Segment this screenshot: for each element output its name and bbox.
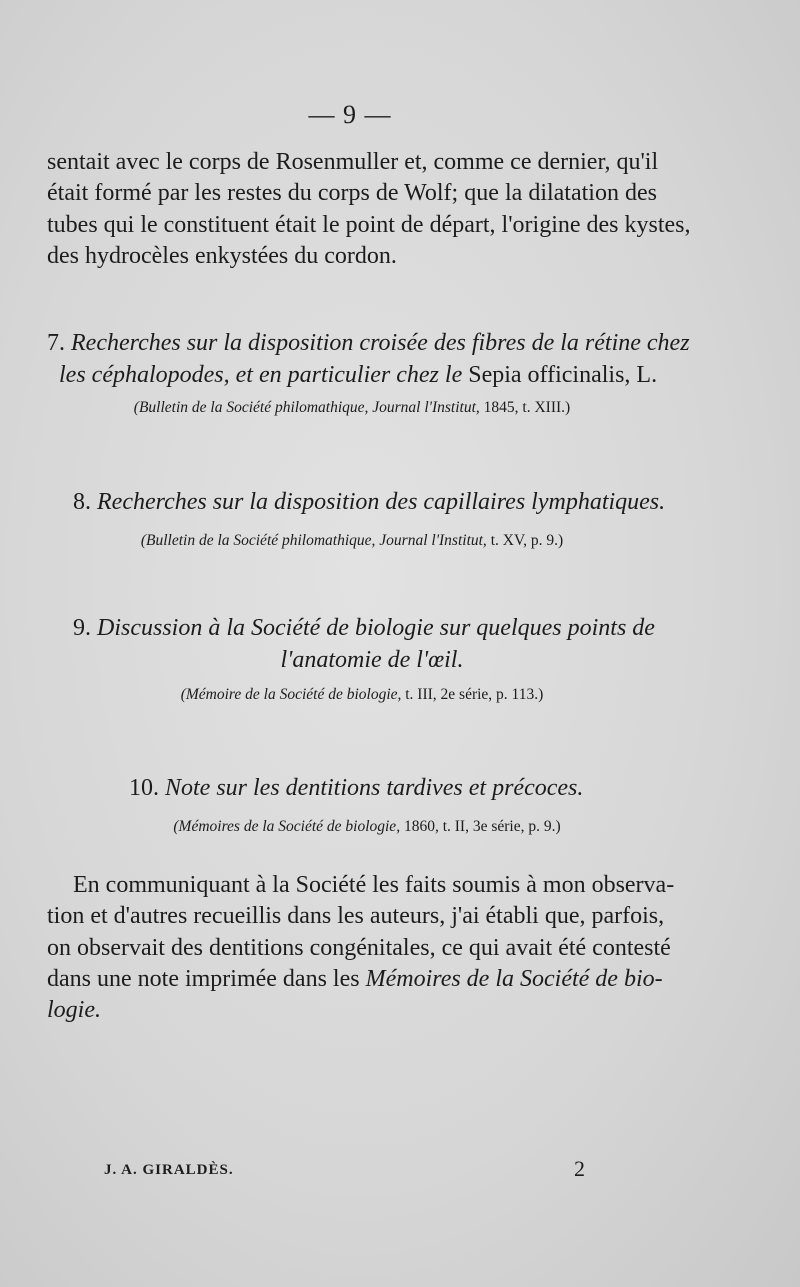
intro-paragraph	[47, 147, 691, 272]
entry-reference	[47, 686, 657, 704]
entry-title-species: Sepia officinalis, L.	[468, 362, 658, 388]
reference-source: (Bulletin de la Société philomathique, Journal l'Institut,	[140, 532, 487, 549]
closing-line-1: En communiquant à la Société les faits soumis à mon observa-	[73, 872, 675, 898]
entry-reference	[47, 399, 657, 417]
reference-volume: t. III, 2e série, p. 113.)	[405, 686, 544, 703]
reference-source: (Mémoires de la Société de biologie,	[173, 818, 401, 835]
closing-line-4	[47, 964, 663, 995]
reference-volume: 1845, t. XIII.)	[483, 399, 571, 416]
entry-title-continued: l'anatomie de l'œil.	[280, 647, 464, 673]
entry-10	[47, 772, 657, 836]
signature-mark: J. A. GIRALDÈS.	[104, 1162, 234, 1178]
intro-line-4: des hydrocèles enkystées du cordon.	[47, 242, 397, 269]
closing-line-4-italic: Mémoires de la Société de bio-	[365, 965, 663, 992]
entry-number: 8.	[73, 489, 91, 515]
entry-title: Recherches sur la disposition des capillaires lymphatiques.	[97, 489, 666, 515]
entry-reference	[47, 818, 657, 836]
closing-line-3: on observait des dentitions congénitales, ce qui avait été contesté	[47, 934, 671, 961]
reference-source: (Bulletin de la Société philomathique, Journal l'Institut,	[133, 399, 480, 416]
closing-line-2: tion et d'autres recueillis dans les auteurs, j'ai établi que, parfois,	[47, 903, 665, 930]
closing-line-4-text: dans une note imprimée dans les	[47, 965, 360, 992]
entry-number: 10.	[129, 775, 159, 801]
sheet-number: 2	[574, 1156, 585, 1181]
entry-reference	[47, 532, 657, 550]
reference-volume: t. XV, p. 9.)	[490, 532, 564, 549]
intro-line-3: tubes qui le constituent était le point de départ, l'origine des kystes,	[47, 211, 691, 238]
reference-volume: 1860, t. II, 3e série, p. 9.)	[403, 818, 561, 835]
intro-line-1: sentait avec le corps de Rosenmuller et, comme ce dernier, qu'il	[47, 149, 659, 175]
entry-9	[47, 612, 657, 704]
entry-title: Note sur les dentitions tardives et précoces.	[165, 775, 584, 801]
entry-number: 7.	[47, 330, 65, 356]
entry-8	[47, 486, 666, 550]
entry-number: 9.	[73, 615, 91, 641]
reference-source: (Mémoire de la Société de biologie,	[180, 686, 402, 703]
page-number: — 9 —	[308, 100, 392, 129]
entry-title: Recherches sur la disposition croisée des fibres de la rétine chez	[71, 330, 690, 356]
entry-title: Discussion à la Société de biologie sur quelques points de	[97, 615, 655, 641]
closing-paragraph	[47, 870, 675, 1026]
intro-line-2: était formé par les restes du corps de Wolf; que la dilatation des	[47, 180, 657, 207]
entry-7	[47, 327, 690, 417]
entry-title-continued: les céphalopodes, et en particulier chez le	[59, 362, 463, 388]
closing-line-5: logie.	[47, 997, 101, 1024]
